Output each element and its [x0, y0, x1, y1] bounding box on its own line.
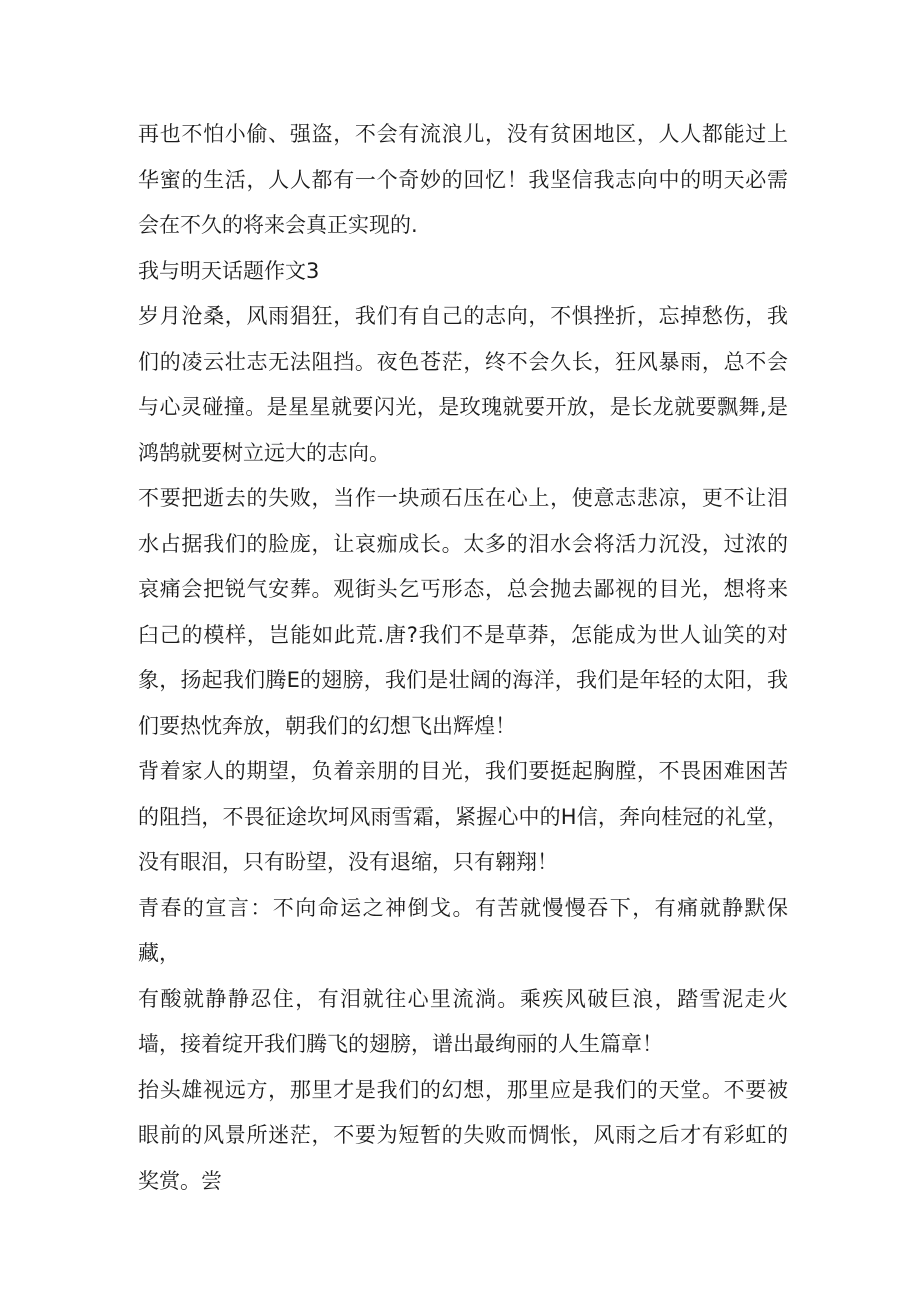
paragraph-2: 岁月沧桑，风雨猖狂，我们有自己的志向，不惧挫折，忘掉愁伤，我们的凌云壮志无法阻挡。夜色苍茫，终不会久长，狂风暴雨，总不会与心灵碰撞。是星星就要闪光，是玫瑰就要开放，是长龙就要飘舞,是鸿鹄就要树立远大的志向。 — [138, 304, 788, 465]
paragraph-6: 有酸就静静忍住，有泪就往心里流淌。乘疾风破巨浪，踏雪泥走火墙，接着绽开我们腾飞的翅膀，谱出最绚丽的人生篇章！ — [138, 986, 788, 1056]
section-heading: 我与明天话题作文3 — [138, 258, 320, 283]
document-body — [138, 112, 788, 1204]
paragraph-5: 青春的宣言：不向命运之神倒戈。有苦就慢慢吞下，有痛就静默保藏， — [138, 895, 788, 965]
paragraph-7: 抬头雄视远方，那里才是我们的幻想，那里应是我们的天堂。不要被眼前的风景所迷茫，不要为短暂的失败而惆怅，风雨之后才有彩虹的奖赏。尝 — [138, 1077, 788, 1193]
paragraph-3: 不要把逝去的失败，当作一块顽石压在心上，使意志悲凉，更不让泪水占据我们的脸庞，让哀痂成长。太多的泪水会将活力沉没，过浓的哀痛会把锐气安葬。观街头乞丐形态，总会抛去鄙视的目光，想将来臼己的模样，岂能如此荒.唐?我们不是草莽，怎能成为世人讪笑的对象，扬起我们腾E的翅膀，我们是壮阔的海洋，我们是年轻的太阳，我们要热忱奔放，朝我们的幻想飞出辉煌！ — [138, 486, 788, 738]
paragraph-4: 背着家人的期望，负着亲朋的目光，我们要挺起胸膛，不畏困难困苦的阻挡，不畏征途坎坷风雨雪霜，紧握心中的H信，奔向桂冠的礼堂，没有眼泪，只有盼望，没有退缩，只有翱翔！ — [138, 759, 788, 874]
paragraph-1: 再也不怕小偷、强盗，不会有流浪儿，没有贫困地区，人人都能过上华蜜的生活，人人都有一个奇妙的回忆！我坚信我志向中的明天必需会在不久的将来会真正实现的. — [138, 122, 788, 237]
